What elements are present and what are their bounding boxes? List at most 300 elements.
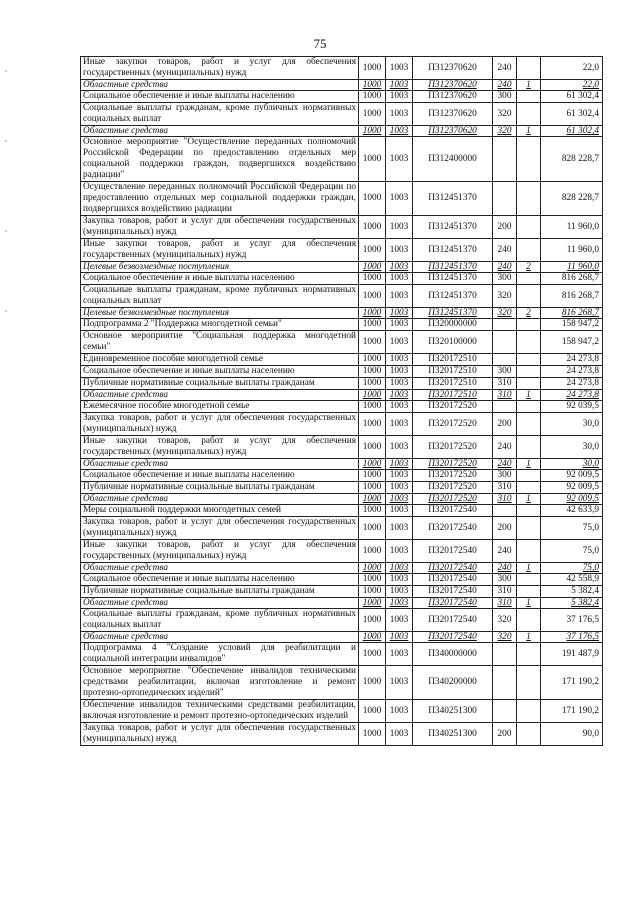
cell-expense-type: 320 — [493, 308, 517, 319]
cell-expense-type: 200 — [493, 517, 517, 540]
cell-expense-type: 240 — [493, 80, 517, 91]
cell-amount: 11 960,0 — [541, 216, 603, 239]
cell-subsection: 1003 — [386, 598, 413, 609]
cell-name: Публичные нормативные социальные выплаты гражданам — [81, 378, 359, 390]
table-row — [81, 540, 603, 563]
cell-target-article: П320172540 — [413, 540, 493, 563]
cell-expense-type: 300 — [493, 91, 517, 103]
cell-subsection: 1003 — [386, 401, 413, 413]
cell-funding-source — [517, 57, 541, 80]
cell-subsection: 1003 — [386, 459, 413, 470]
cell-expense-type — [493, 331, 517, 354]
table-row — [81, 609, 603, 632]
cell-funding-source — [517, 91, 541, 103]
cell-subsection: 1003 — [386, 563, 413, 574]
cell-name: Иные закупки товаров, работ и услуг для обеспечения государственных (муниципальных) нужд — [81, 540, 359, 563]
cell-amount: 42 633,9 — [541, 505, 603, 517]
cell-name: Областные средства — [81, 126, 359, 137]
cell-subsection: 1003 — [386, 390, 413, 401]
cell-funding-source — [517, 586, 541, 598]
cell-section: 1000 — [359, 586, 386, 598]
cell-expense-type: 200 — [493, 216, 517, 239]
cell-section: 1000 — [359, 632, 386, 643]
cell-name: Социальное обеспечение и иные выплаты населению — [81, 366, 359, 378]
cell-amount: 30,0 — [541, 413, 603, 436]
table-row — [81, 413, 603, 436]
cell-expense-type — [493, 700, 517, 723]
cell-section: 1000 — [359, 494, 386, 505]
cell-target-article: П320000000 — [413, 319, 493, 331]
cell-amount: 30,0 — [541, 436, 603, 459]
cell-amount: 92 009,5 — [541, 470, 603, 482]
cell-funding-source: 1 — [517, 459, 541, 470]
cell-funding-source — [517, 239, 541, 262]
table-row — [81, 494, 603, 505]
cell-name: Основное мероприятие "Социальная поддержка многодетной семьи" — [81, 331, 359, 354]
cell-section: 1000 — [359, 609, 386, 632]
cell-name: Закупка товаров, работ и услуг для обеспечения государственных (муниципальных) нужд — [81, 413, 359, 436]
cell-subsection: 1003 — [386, 700, 413, 723]
cell-section: 1000 — [359, 57, 386, 80]
cell-funding-source — [517, 540, 541, 563]
cell-subsection: 1003 — [386, 273, 413, 285]
cell-expense-type — [493, 643, 517, 666]
cell-amount: 24 273,8 — [541, 366, 603, 378]
cell-amount: 92 009,5 — [541, 494, 603, 505]
cell-section: 1000 — [359, 505, 386, 517]
table-row — [81, 482, 603, 494]
cell-funding-source — [517, 182, 541, 216]
cell-target-article: П312451370 — [413, 239, 493, 262]
cell-section: 1000 — [359, 126, 386, 137]
cell-expense-type: 300 — [493, 273, 517, 285]
table-row — [81, 319, 603, 331]
table-row — [81, 137, 603, 182]
cell-target-article: П312400000 — [413, 137, 493, 182]
cell-funding-source — [517, 700, 541, 723]
cell-subsection: 1003 — [386, 482, 413, 494]
cell-subsection: 1003 — [386, 643, 413, 666]
cell-name: Социальное обеспечение и иные выплаты населению — [81, 273, 359, 285]
cell-amount: 11 960,0 — [541, 262, 603, 273]
cell-name: Областные средства — [81, 494, 359, 505]
cell-funding-source — [517, 401, 541, 413]
cell-name: Целевые безвозмездные поступления — [81, 308, 359, 319]
cell-target-article: П312370620 — [413, 103, 493, 126]
cell-name: Меры социальной поддержки многодетных семей — [81, 505, 359, 517]
cell-name: Закупка товаров, работ и услуг для обеспечения государственных (муниципальных) нужд — [81, 517, 359, 540]
table-row — [81, 80, 603, 91]
cell-amount: 816 268,7 — [541, 308, 603, 319]
cell-subsection: 1003 — [386, 103, 413, 126]
cell-target-article: П312370620 — [413, 57, 493, 80]
cell-section: 1000 — [359, 366, 386, 378]
cell-amount: 30,0 — [541, 459, 603, 470]
cell-expense-type: 310 — [493, 586, 517, 598]
cell-name: Подпрограмма 4 "Создание условий для реабилитации и социальной интеграции инвалидов" — [81, 643, 359, 666]
cell-target-article: П312451370 — [413, 182, 493, 216]
cell-section: 1000 — [359, 319, 386, 331]
cell-target-article: П320172540 — [413, 563, 493, 574]
cell-subsection: 1003 — [386, 517, 413, 540]
cell-expense-type: 240 — [493, 459, 517, 470]
cell-amount: 92 009,5 — [541, 482, 603, 494]
table-row — [81, 586, 603, 598]
cell-expense-type: 320 — [493, 126, 517, 137]
cell-section: 1000 — [359, 239, 386, 262]
cell-amount: 61 302,4 — [541, 91, 603, 103]
cell-section: 1000 — [359, 723, 386, 746]
cell-expense-type — [493, 182, 517, 216]
cell-name: Областные средства — [81, 563, 359, 574]
table-row — [81, 390, 603, 401]
cell-target-article: П320172520 — [413, 459, 493, 470]
cell-subsection: 1003 — [386, 285, 413, 308]
cell-target-article: П320172510 — [413, 378, 493, 390]
cell-target-article: П320172540 — [413, 632, 493, 643]
page-number: 75 — [313, 36, 327, 51]
cell-funding-source — [517, 319, 541, 331]
table-row — [81, 182, 603, 216]
cell-subsection: 1003 — [386, 609, 413, 632]
cell-target-article: П320172540 — [413, 505, 493, 517]
table-row — [81, 643, 603, 666]
cell-name: Иные закупки товаров, работ и услуг для обеспечения государственных (муниципальных) нужд — [81, 239, 359, 262]
cell-amount: 158 947,2 — [541, 331, 603, 354]
cell-amount: 92 039,5 — [541, 401, 603, 413]
cell-name: Областные средства — [81, 80, 359, 91]
cell-expense-type: 310 — [493, 378, 517, 390]
cell-funding-source — [517, 331, 541, 354]
cell-expense-type: 240 — [493, 262, 517, 273]
cell-target-article: П320172520 — [413, 494, 493, 505]
cell-section: 1000 — [359, 216, 386, 239]
cell-funding-source — [517, 666, 541, 700]
table-row — [81, 700, 603, 723]
cell-amount: 42 558,9 — [541, 574, 603, 586]
cell-target-article: П312451370 — [413, 262, 493, 273]
cell-section: 1000 — [359, 643, 386, 666]
cell-expense-type: 310 — [493, 482, 517, 494]
table-row — [81, 57, 603, 80]
cell-amount: 171 190,2 — [541, 700, 603, 723]
cell-subsection: 1003 — [386, 308, 413, 319]
cell-section: 1000 — [359, 182, 386, 216]
cell-target-article: П320172520 — [413, 482, 493, 494]
table-row — [81, 459, 603, 470]
cell-expense-type: 320 — [493, 285, 517, 308]
cell-target-article: П320172520 — [413, 401, 493, 413]
cell-target-article: П312451370 — [413, 308, 493, 319]
cell-amount: 37 176,5 — [541, 632, 603, 643]
cell-subsection: 1003 — [386, 126, 413, 137]
cell-section: 1000 — [359, 700, 386, 723]
cell-name: Областные средства — [81, 598, 359, 609]
table-row — [81, 470, 603, 482]
cell-name: Единовременное пособие многодетной семье — [81, 354, 359, 366]
cell-target-article: П340000000 — [413, 643, 493, 666]
cell-name: Областные средства — [81, 632, 359, 643]
cell-section: 1000 — [359, 563, 386, 574]
cell-name: Основное мероприятие "Обеспечение инвалидов техническими средствами реабилитации, включая изготовление и ремонт протезно-ортопедических изделий" — [81, 666, 359, 700]
table-row — [81, 563, 603, 574]
cell-name: Основное мероприятие "Осуществление переданных полномочий Российской Федерации по предоставлению отдельных мер социальной поддержки граждан, подвергшихся воздействию радиации" — [81, 137, 359, 182]
cell-section: 1000 — [359, 91, 386, 103]
cell-amount: 37 176,5 — [541, 609, 603, 632]
cell-target-article: П320172510 — [413, 390, 493, 401]
cell-expense-type — [493, 401, 517, 413]
table-row — [81, 262, 603, 273]
cell-amount: 171 190,2 — [541, 666, 603, 700]
cell-section: 1000 — [359, 378, 386, 390]
cell-funding-source — [517, 413, 541, 436]
table-row — [81, 126, 603, 137]
cell-section: 1000 — [359, 137, 386, 182]
cell-target-article: П312451370 — [413, 273, 493, 285]
cell-expense-type: 320 — [493, 632, 517, 643]
cell-expense-type: 300 — [493, 470, 517, 482]
punch-mark — [5, 230, 7, 232]
cell-subsection: 1003 — [386, 57, 413, 80]
table-row — [81, 666, 603, 700]
cell-subsection: 1003 — [386, 216, 413, 239]
punch-mark — [5, 310, 7, 312]
cell-expense-type — [493, 666, 517, 700]
cell-name: Подпрограмма 2 "Поддержка многодетной семьи" — [81, 319, 359, 331]
cell-amount: 24 273,8 — [541, 390, 603, 401]
cell-subsection: 1003 — [386, 586, 413, 598]
cell-subsection: 1003 — [386, 331, 413, 354]
cell-target-article: П320100000 — [413, 331, 493, 354]
cell-section: 1000 — [359, 666, 386, 700]
cell-subsection: 1003 — [386, 366, 413, 378]
cell-target-article: П312451370 — [413, 216, 493, 239]
cell-funding-source: 1 — [517, 126, 541, 137]
cell-name: Закупка товаров, работ и услуг для обеспечения государственных (муниципальных) нужд — [81, 723, 359, 746]
cell-expense-type: 300 — [493, 366, 517, 378]
cell-target-article: П312451370 — [413, 285, 493, 308]
cell-section: 1000 — [359, 308, 386, 319]
cell-section: 1000 — [359, 331, 386, 354]
cell-subsection: 1003 — [386, 262, 413, 273]
cell-amount: 158 947,2 — [541, 319, 603, 331]
cell-funding-source — [517, 354, 541, 366]
cell-amount: 61 302,4 — [541, 126, 603, 137]
punch-mark — [5, 140, 7, 142]
cell-expense-type — [493, 354, 517, 366]
cell-section: 1000 — [359, 436, 386, 459]
table-row — [81, 285, 603, 308]
table-row — [81, 401, 603, 413]
table-row — [81, 378, 603, 390]
cell-target-article: П320172510 — [413, 366, 493, 378]
cell-funding-source — [517, 609, 541, 632]
cell-funding-source — [517, 517, 541, 540]
cell-amount: 5 382,4 — [541, 586, 603, 598]
cell-expense-type — [493, 319, 517, 331]
cell-section: 1000 — [359, 459, 386, 470]
cell-subsection: 1003 — [386, 319, 413, 331]
cell-section: 1000 — [359, 285, 386, 308]
cell-target-article: П320172540 — [413, 517, 493, 540]
cell-expense-type: 200 — [493, 723, 517, 746]
cell-name: Иные закупки товаров, работ и услуг для обеспечения государственных (муниципальных) нужд — [81, 436, 359, 459]
cell-section: 1000 — [359, 574, 386, 586]
cell-name: Социальные выплаты гражданам, кроме публичных нормативных социальных выплат — [81, 103, 359, 126]
cell-amount: 828 228,7 — [541, 137, 603, 182]
table-row — [81, 574, 603, 586]
cell-section: 1000 — [359, 262, 386, 273]
cell-name: Социальное обеспечение и иные выплаты населению — [81, 574, 359, 586]
cell-target-article: П340200000 — [413, 666, 493, 700]
table-row — [81, 331, 603, 354]
cell-section: 1000 — [359, 273, 386, 285]
cell-target-article: П320172540 — [413, 574, 493, 586]
cell-subsection: 1003 — [386, 574, 413, 586]
cell-subsection: 1003 — [386, 137, 413, 182]
table-row — [81, 354, 603, 366]
punch-mark — [5, 70, 7, 72]
cell-section: 1000 — [359, 598, 386, 609]
cell-funding-source: 1 — [517, 390, 541, 401]
cell-name: Публичные нормативные социальные выплаты гражданам — [81, 586, 359, 598]
cell-expense-type: 240 — [493, 540, 517, 563]
cell-subsection: 1003 — [386, 470, 413, 482]
cell-expense-type: 240 — [493, 57, 517, 80]
cell-section: 1000 — [359, 470, 386, 482]
cell-name: Закупка товаров, работ и услуг для обеспечения государственных (муниципальных) нужд — [81, 216, 359, 239]
cell-target-article: П320172520 — [413, 436, 493, 459]
cell-name: Социальные выплаты гражданам, кроме публичных нормативных социальных выплат — [81, 609, 359, 632]
cell-target-article: П312370620 — [413, 126, 493, 137]
cell-subsection: 1003 — [386, 723, 413, 746]
cell-subsection: 1003 — [386, 413, 413, 436]
cell-funding-source: 2 — [517, 308, 541, 319]
cell-amount: 75,0 — [541, 517, 603, 540]
cell-amount: 191 487,9 — [541, 643, 603, 666]
cell-section: 1000 — [359, 482, 386, 494]
cell-funding-source — [517, 103, 541, 126]
cell-funding-source — [517, 366, 541, 378]
cell-name: Осуществление переданных полномочий Российской Федерации по предоставлению отдельных мер социальной поддержки граждан, подвергшихся воздействию радиации — [81, 182, 359, 216]
cell-subsection: 1003 — [386, 505, 413, 517]
cell-expense-type: 320 — [493, 609, 517, 632]
cell-expense-type: 310 — [493, 390, 517, 401]
cell-section: 1000 — [359, 354, 386, 366]
cell-target-article: П312370620 — [413, 91, 493, 103]
table-row — [81, 366, 603, 378]
cell-expense-type — [493, 137, 517, 182]
table-row — [81, 598, 603, 609]
cell-section: 1000 — [359, 413, 386, 436]
cell-expense-type: 300 — [493, 574, 517, 586]
cell-amount: 75,0 — [541, 563, 603, 574]
cell-subsection: 1003 — [386, 239, 413, 262]
cell-funding-source: 2 — [517, 262, 541, 273]
cell-expense-type: 240 — [493, 563, 517, 574]
cell-amount: 24 273,8 — [541, 354, 603, 366]
cell-funding-source — [517, 723, 541, 746]
cell-section: 1000 — [359, 517, 386, 540]
cell-target-article: П320172540 — [413, 598, 493, 609]
cell-subsection: 1003 — [386, 80, 413, 91]
cell-target-article: П320172520 — [413, 470, 493, 482]
budget-table — [80, 56, 603, 746]
cell-funding-source — [517, 505, 541, 517]
cell-subsection: 1003 — [386, 436, 413, 459]
cell-name: Обеспечение инвалидов техническими средствами реабилитации, включая изготовление и ремонт протезно-ортопедических изделий — [81, 700, 359, 723]
cell-name: Публичные нормативные социальные выплаты гражданам — [81, 482, 359, 494]
table-row — [81, 239, 603, 262]
table-row — [81, 517, 603, 540]
cell-name: Ежемесячное пособие многодетной семье — [81, 401, 359, 413]
cell-amount: 75,0 — [541, 540, 603, 563]
cell-funding-source: 1 — [517, 632, 541, 643]
cell-target-article: П320172540 — [413, 586, 493, 598]
table-row — [81, 436, 603, 459]
cell-funding-source — [517, 216, 541, 239]
cell-section: 1000 — [359, 80, 386, 91]
cell-funding-source — [517, 436, 541, 459]
cell-amount: 24 273,8 — [541, 378, 603, 390]
cell-name: Областные средства — [81, 459, 359, 470]
cell-section: 1000 — [359, 540, 386, 563]
cell-target-article: П320172540 — [413, 609, 493, 632]
cell-subsection: 1003 — [386, 666, 413, 700]
cell-name: Областные средства — [81, 390, 359, 401]
cell-expense-type: 240 — [493, 239, 517, 262]
table-row — [81, 308, 603, 319]
cell-funding-source — [517, 378, 541, 390]
cell-subsection: 1003 — [386, 354, 413, 366]
cell-funding-source — [517, 285, 541, 308]
table-row — [81, 91, 603, 103]
cell-expense-type: 240 — [493, 436, 517, 459]
cell-subsection: 1003 — [386, 540, 413, 563]
cell-name: Иные закупки товаров, работ и услуг для обеспечения государственных (муниципальных) нужд — [81, 57, 359, 80]
cell-funding-source — [517, 482, 541, 494]
cell-target-article: П312370620 — [413, 80, 493, 91]
cell-amount: 11 960,0 — [541, 239, 603, 262]
cell-funding-source: 1 — [517, 80, 541, 91]
cell-amount: 5 382,4 — [541, 598, 603, 609]
cell-section: 1000 — [359, 401, 386, 413]
cell-amount: 22,0 — [541, 80, 603, 91]
table-body — [81, 57, 603, 746]
cell-target-article: П320172510 — [413, 354, 493, 366]
cell-funding-source — [517, 137, 541, 182]
table-row — [81, 723, 603, 746]
cell-amount: 90,0 — [541, 723, 603, 746]
cell-amount: 828 228,7 — [541, 182, 603, 216]
cell-subsection: 1003 — [386, 182, 413, 216]
cell-target-article: П340251300 — [413, 700, 493, 723]
cell-funding-source — [517, 643, 541, 666]
cell-section: 1000 — [359, 390, 386, 401]
cell-subsection: 1003 — [386, 378, 413, 390]
cell-funding-source: 1 — [517, 563, 541, 574]
cell-amount: 22,0 — [541, 57, 603, 80]
cell-subsection: 1003 — [386, 91, 413, 103]
cell-funding-source — [517, 574, 541, 586]
cell-expense-type: 320 — [493, 103, 517, 126]
cell-expense-type — [493, 505, 517, 517]
cell-funding-source: 1 — [517, 598, 541, 609]
cell-subsection: 1003 — [386, 494, 413, 505]
table-row — [81, 103, 603, 126]
cell-name: Социальное обеспечение и иные выплаты населению — [81, 470, 359, 482]
table-row — [81, 505, 603, 517]
